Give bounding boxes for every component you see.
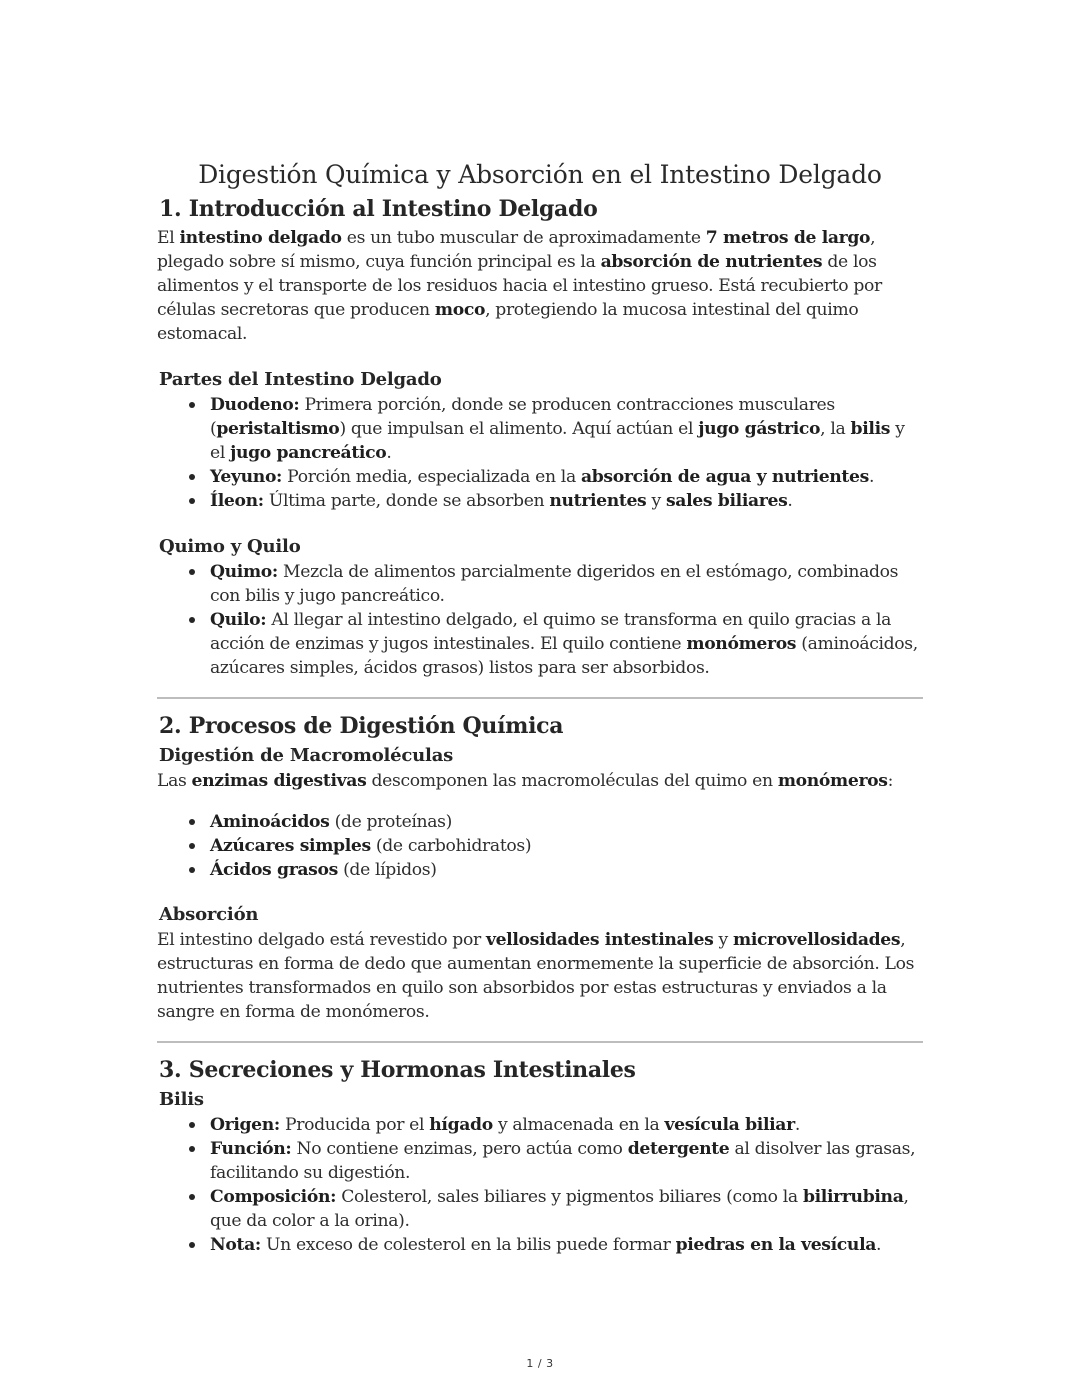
quimo-list xyxy=(157,560,923,680)
list-item-aminoacidos: Aminoácidos (de proteínas) xyxy=(210,810,923,834)
subheading-partes: Partes del Intestino Delgado xyxy=(159,369,442,390)
list-item-quilo: Quilo: Al llegar al intestino delgado, el quimo se transforma en quilo gracias a la acción de enzimas y jugos intestinales. El quilo contiene monómeros (aminoácidos, azúcares simples, ácidos grasos) listos para ser absorbidos. xyxy=(210,608,923,680)
list-item-ileon: Íleon: Última parte, donde se absorben nutrientes y sales biliares. xyxy=(210,489,923,513)
macro-intro-paragraph: Las enzimas digestivas descomponen las macromoléculas del quimo en monómeros: xyxy=(157,771,894,791)
section-heading-introduccion: 1. Introducción al Intestino Delgado xyxy=(159,196,598,222)
list-item-origen: Origen: Producida por el hígado y almacenada en la vesícula biliar. xyxy=(210,1113,923,1137)
subheading-absorcion: Absorción xyxy=(159,904,259,925)
subheading-bilis: Bilis xyxy=(159,1089,204,1110)
list-item-azucares: Azúcares simples (de carbohidratos) xyxy=(210,834,923,858)
list-item-nota: Nota: Un exceso de colesterol en la bilis puede formar piedras en la vesícula. xyxy=(210,1233,923,1257)
list-item-funcion: Función: No contiene enzimas, pero actúa como detergente al disolver las grasas, facilitando su digestión. xyxy=(210,1137,923,1185)
section-heading-secreciones: 3. Secreciones y Hormonas Intestinales xyxy=(159,1057,636,1083)
section-divider xyxy=(157,1041,923,1043)
section-heading-procesos: 2. Procesos de Digestión Química xyxy=(159,713,564,739)
absorcion-paragraph: El intestino delgado está revestido por vellosidades intestinales y microvellosidades, estructuras en forma de dedo que aumentan enormemente la superficie de absorción. Los nutrientes transformados en quilo son absorbidos por estas estructuras y enviados a la sangre en forma de monómeros. xyxy=(157,930,915,1022)
subheading-macromoleculas: Digestión de Macromoléculas xyxy=(159,745,454,766)
monomers-list xyxy=(157,810,923,882)
document-title: Digestión Química y Absorción en el Intestino Delgado xyxy=(198,160,882,189)
list-item-quimo: Quimo: Mezcla de alimentos parcialmente digeridos en el estómago, combinados con bilis y jugo pancreático. xyxy=(210,560,923,608)
bilis-list xyxy=(157,1113,923,1257)
partes-list xyxy=(157,393,923,513)
list-item-acidos-grasos: Ácidos grasos (de lípidos) xyxy=(210,858,923,882)
page-number: 1 / 3 xyxy=(526,1357,554,1370)
section-divider xyxy=(157,697,923,699)
list-item-duodeno: Duodeno: Primera porción, donde se producen contracciones musculares (peristaltismo) que impulsan el alimento. Aquí actúan el jugo gástrico, la bilis y el jugo pancreático. xyxy=(210,393,923,465)
list-item-composicion: Composición: Colesterol, sales biliares y pigmentos biliares (como la bilirrubina, que da color a la orina). xyxy=(210,1185,923,1233)
list-item-yeyuno: Yeyuno: Porción media, especializada en la absorción de agua y nutrientes. xyxy=(210,465,923,489)
intro-paragraph: El intestino delgado es un tubo muscular de aproximadamente 7 metros de largo, plegado sobre sí mismo, cuya función principal es la absorción de nutrientes de los alimentos y el transporte de los residuos hacia el intestino grueso. Está recubierto por células secretoras que producen moco, protegiendo la mucosa intestinal del quimo estomacal. xyxy=(157,228,882,344)
document-page xyxy=(157,158,923,1257)
subheading-quimo-quilo: Quimo y Quilo xyxy=(159,536,301,557)
